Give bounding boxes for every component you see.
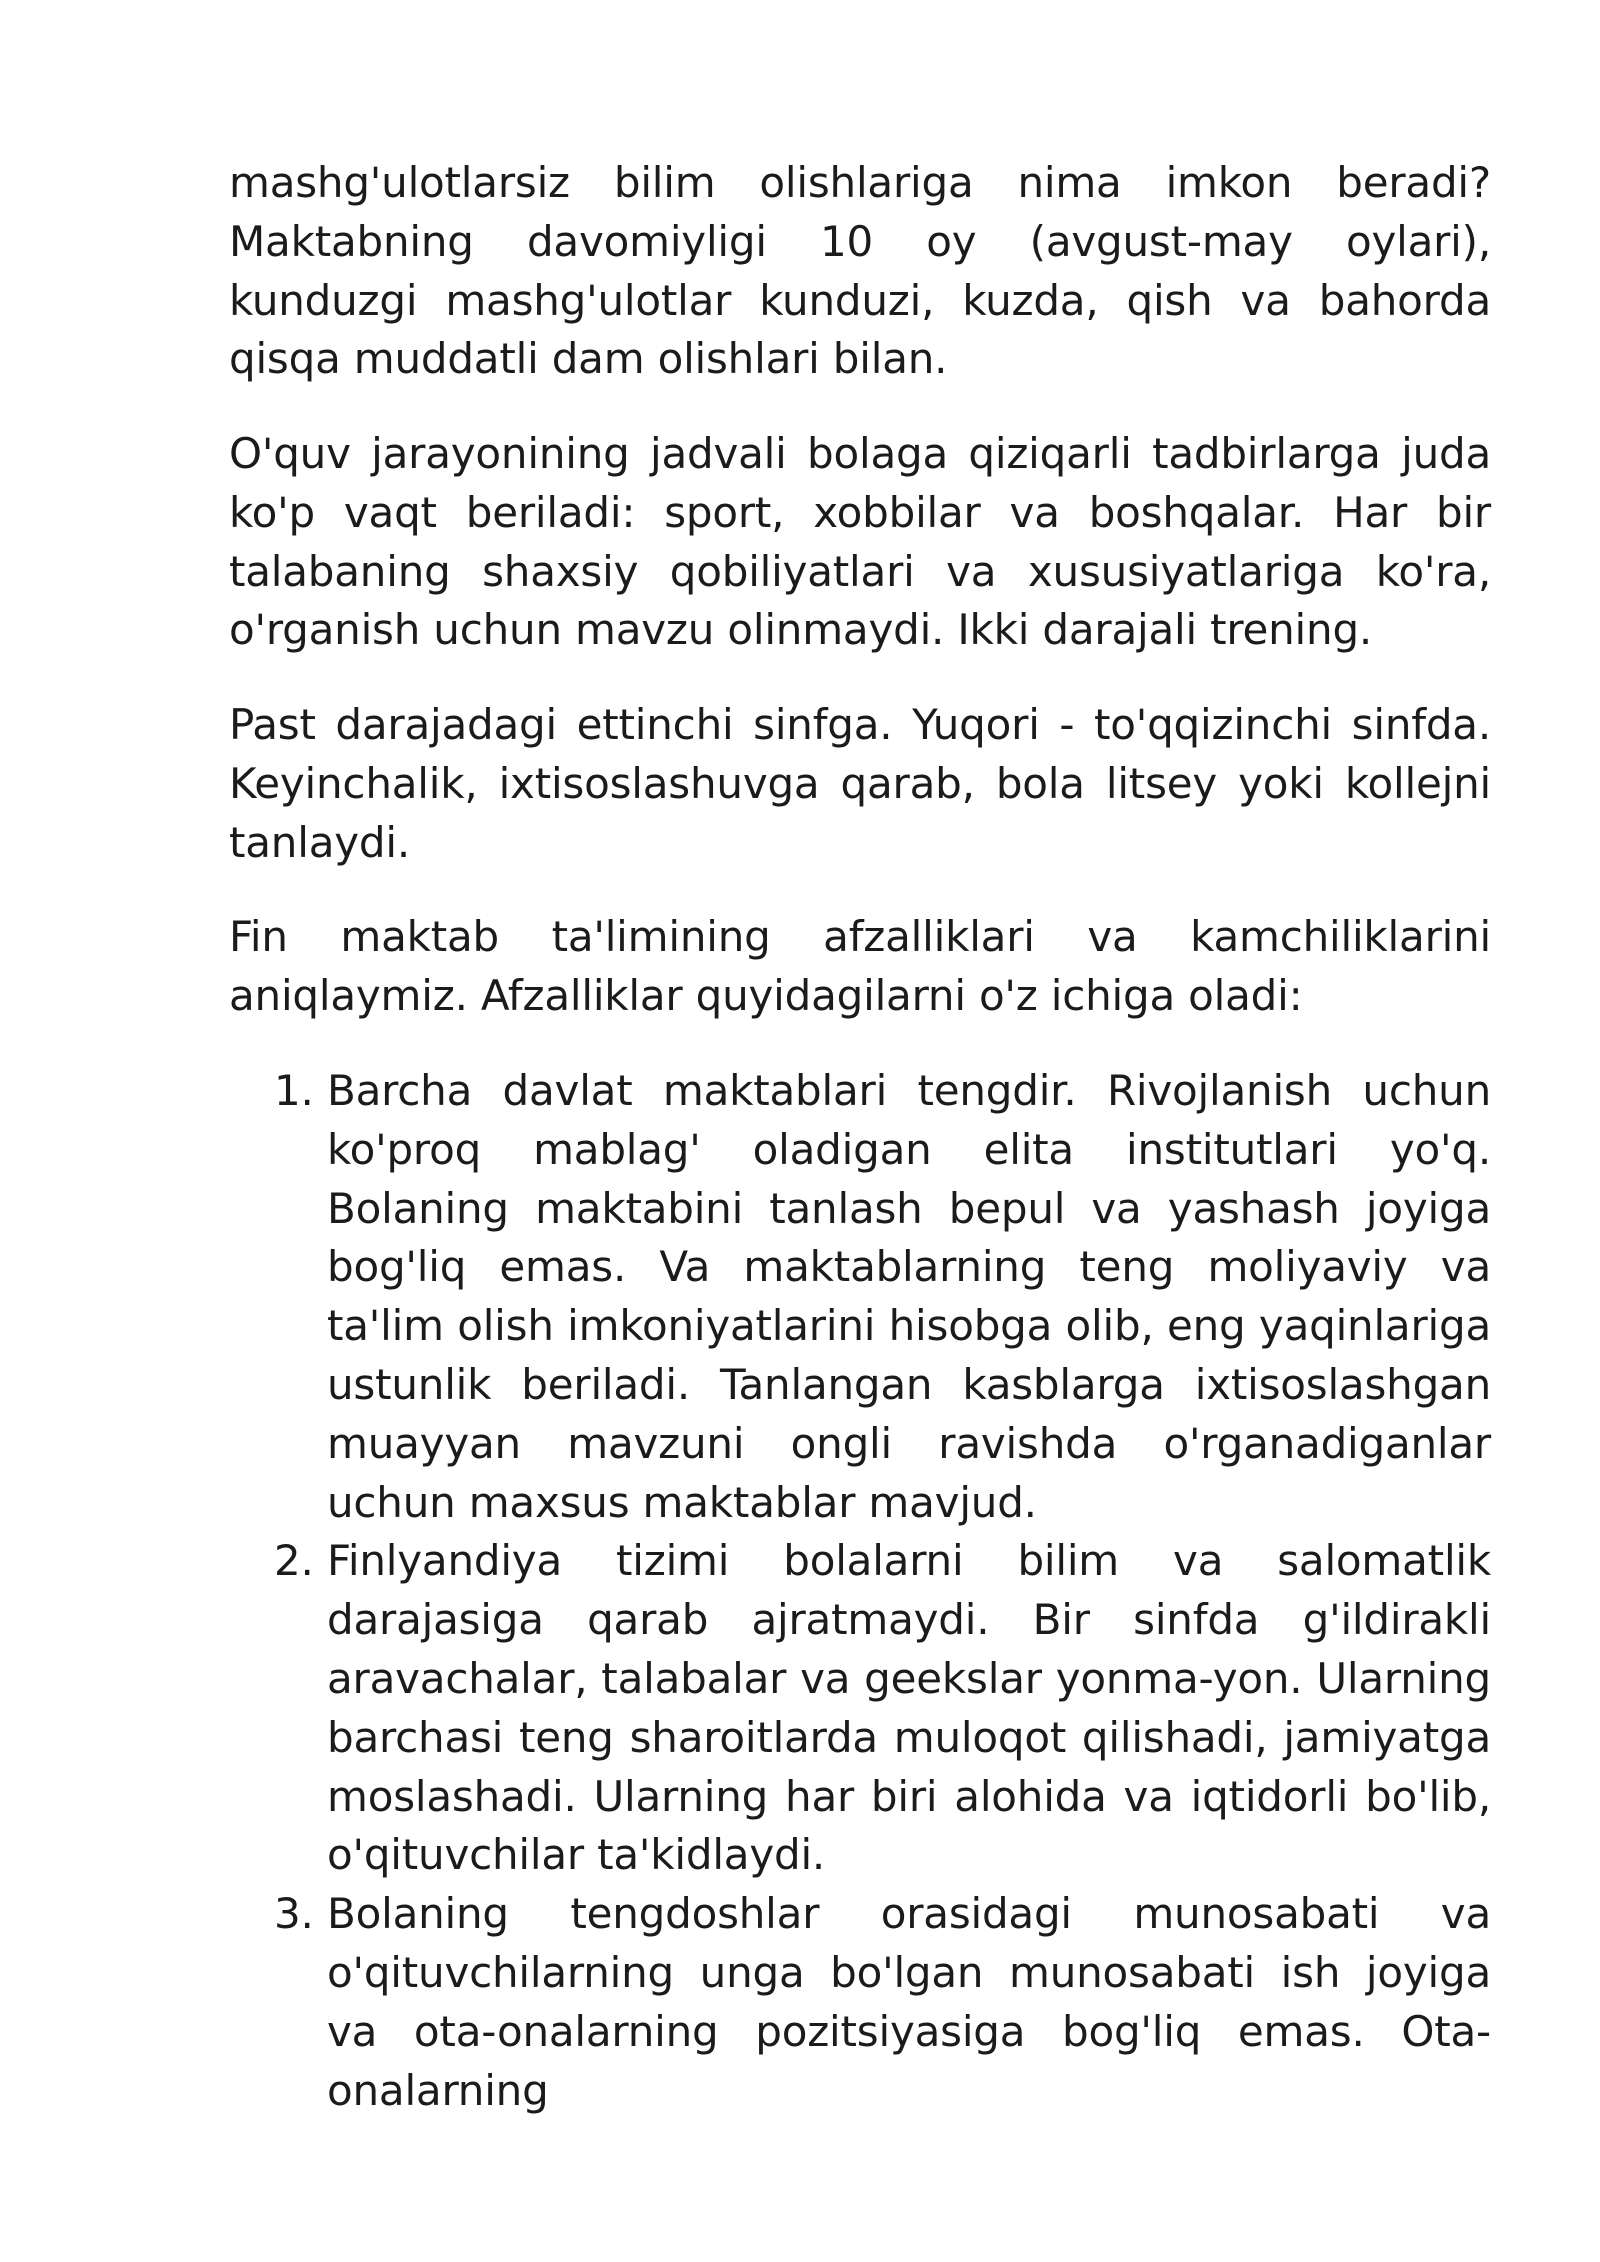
list-item	[229, 1885, 1491, 2120]
paragraph-schedule: O'quv jarayonining jadvali bolaga qiziqarli tadbirlarga juda ko'p vaqt beriladi: sport, xobbilar va boshqalar. Har bir talabaning shaxsiy qobiliyatlari va xususiyatlariga ko'ra, o'rganish uchun mavzu olinmaydi. Ikki darajali trening.	[229, 429, 1491, 655]
paragraph-levels: Past darajadagi ettinchi sinfga. Yuqori - to'qqizinchi sinfda. Keyinchalik, ixtisoslashuvga qarab, bola litsey yoki kollejni tanlaydi.	[229, 700, 1491, 867]
list-item-number: 3.	[274, 1889, 314, 1939]
advantages-list	[229, 1062, 1491, 2120]
list-item-text: Bolaning tengdoshlar orasidagi munosabati va o'qituvchilarning unga bo'lgan munosabati ish joyiga va ota-onalarning pozitsiyasiga bog'liq emas. Ota-onalarning	[327, 1889, 1491, 2115]
list-item-text: Barcha davlat maktablari tengdir. Rivojlanish uchun ko'proq mablag' oladigan elita institutlari yo'q. Bolaning maktabini tanlash bepul va yashash joyiga bog'liq emas. Va maktablarning teng moliyaviy va ta'lim olish imkoniyatlarini hisobga olib, eng yaqinlariga ustunlik beriladi. Tanlangan kasblarga ixtisoslashgan muayyan mavzuni ongli ravishda o'rganadiganlar uchun maxsus maktablar mavjud.	[327, 1066, 1491, 1527]
paragraph-school-duration: mashg'ulotlarsiz bilim olishlariga nima imkon beradi? Maktabning davomiyligi 10 oy (avgust-may oylari), kunduzgi mashg'ulotlar kunduzi, kuzda, qish va bahorda qisqa muddatli dam olishlari bilan.	[229, 158, 1491, 384]
list-item-number: 2.	[274, 1536, 314, 1586]
list-item-text: Finlyandiya tizimi bolalarni bilim va salomatlik darajasiga qarab ajratmaydi. Bir sinfda g'ildirakli aravachalar, talabalar va geekslar yonma-yon. Ularning barchasi teng sharoitlarda muloqot qilishadi, jamiyatga moslashadi. Ularning har biri alohida va iqtidorli bo'lib, o'qituvchilar ta'kidlaydi.	[327, 1536, 1491, 1880]
list-item	[229, 1062, 1491, 1532]
list-item-number: 1.	[274, 1066, 314, 1115]
list-item	[229, 1532, 1491, 1885]
paragraph-advantages-intro: Fin maktab ta'limining afzalliklari va kamchiliklarini aniqlaymiz. Afzalliklar quyidagilarni o'z ichiga oladi:	[229, 912, 1491, 1020]
